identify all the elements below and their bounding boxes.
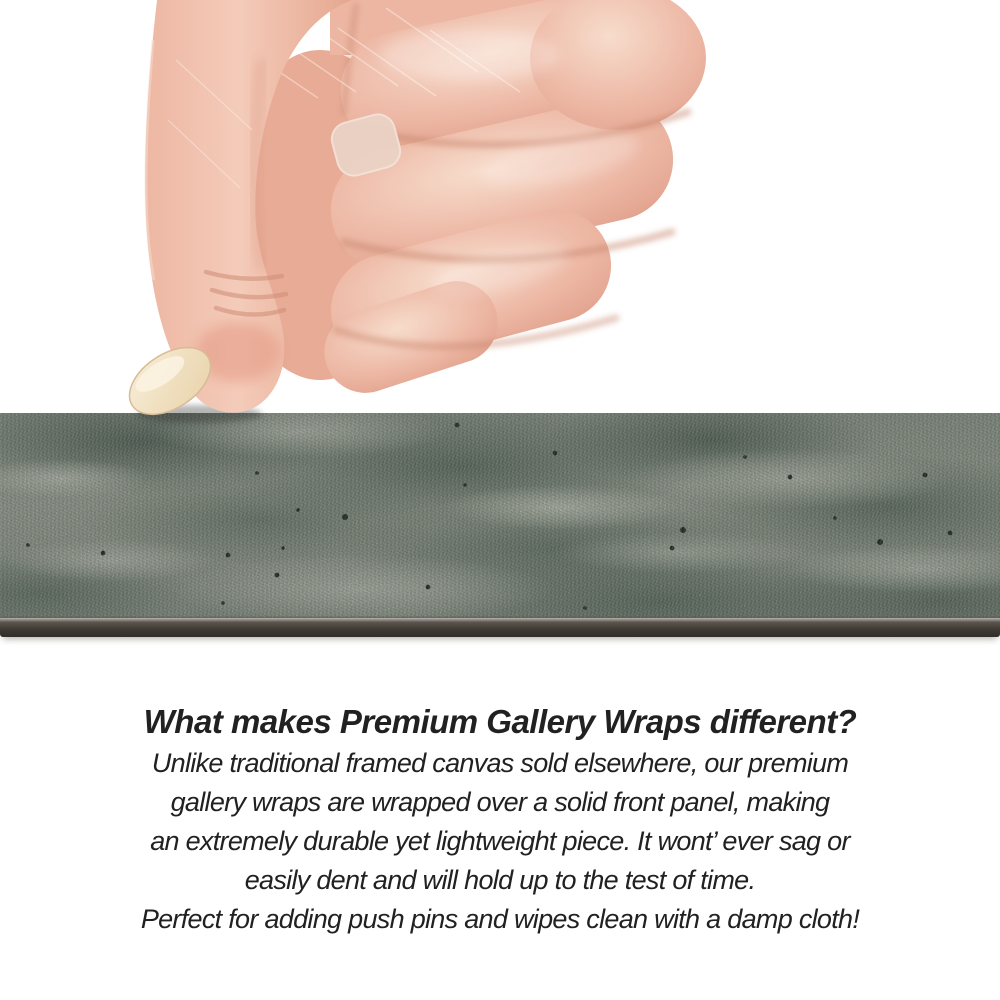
info-line: Unlike traditional framed canvas sold elsewhere, our premium [151,748,849,778]
info-line: gallery wraps are wrapped over a solid front panel, making [170,787,830,817]
canvas-edge-photo [0,413,1000,635]
info-line: easily dent and will hold up to the test of time. [244,865,756,895]
hand-photo [0,0,1000,445]
info-heading: What makes Premium Gallery Wraps different? [143,703,857,740]
info-line: an extremely durable yet lightweight piece. It wont’ ever sag or [150,826,850,856]
info-section [0,700,1000,939]
info-line: Perfect for adding push pins and wipes clean with a damp cloth! [140,904,860,934]
canvas-panel-edge [0,616,1000,637]
